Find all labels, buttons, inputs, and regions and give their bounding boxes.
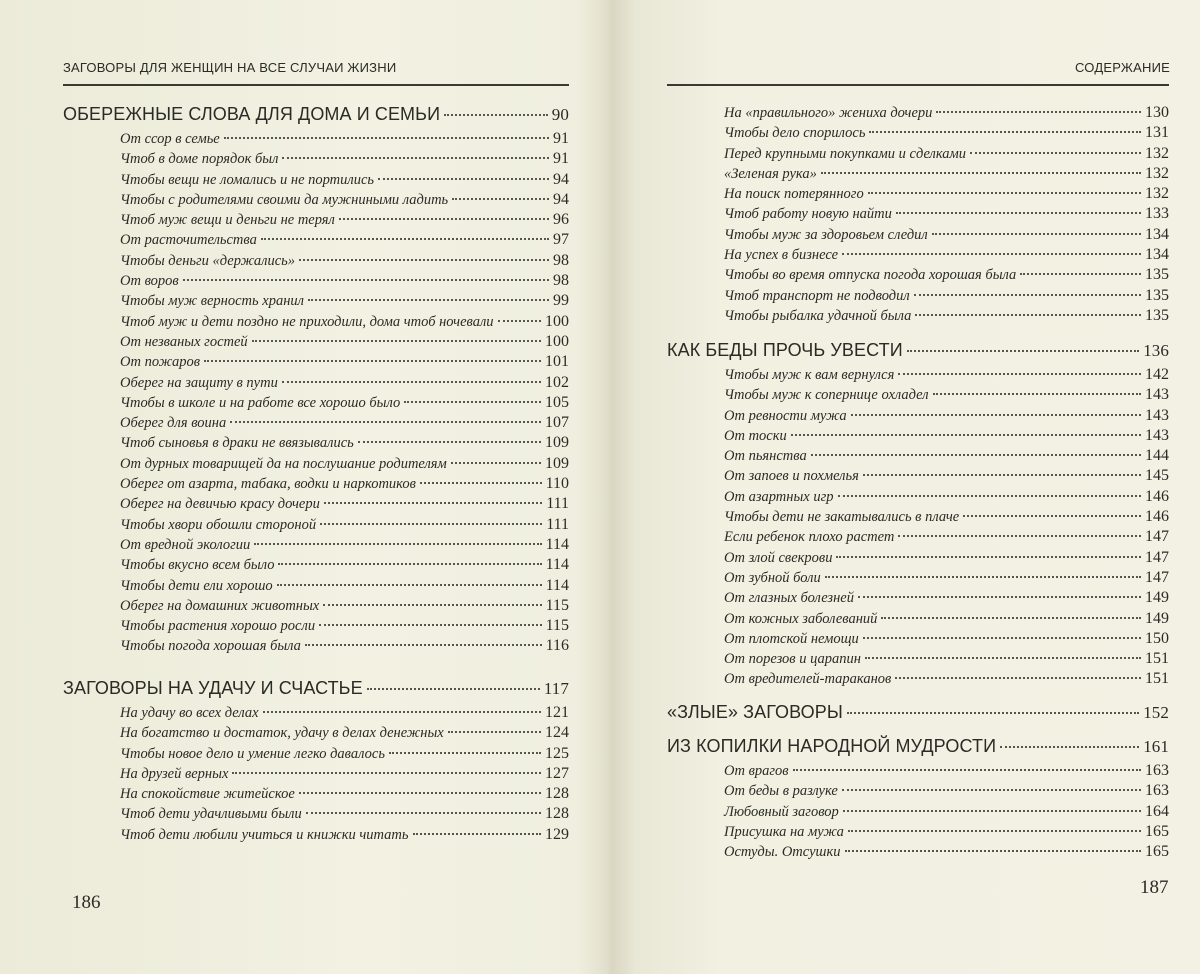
toc-entry-title: От зубной боли <box>724 569 821 586</box>
toc-entry-page: 146 <box>1145 508 1169 526</box>
dot-leader <box>933 393 1141 395</box>
toc-entry-page: 114 <box>545 576 569 594</box>
toc-entry[interactable] <box>63 577 569 597</box>
toc-entry-page: 149 <box>1145 589 1169 607</box>
dot-leader <box>367 688 540 690</box>
toc-entry[interactable] <box>667 366 1169 386</box>
section-heading-title: КАК БЕДЫ ПРОЧЬ УВЕСТИ <box>667 340 903 360</box>
toc-entry-page: 94 <box>553 190 569 208</box>
toc-entry-page: 94 <box>553 170 569 188</box>
toc-entry[interactable] <box>667 205 1169 225</box>
dot-leader <box>232 772 541 774</box>
toc-entry-page: 100 <box>545 312 569 330</box>
toc-entry-title: Чтобы вещи не ломались и не портились <box>120 171 375 188</box>
dot-leader <box>282 157 549 159</box>
toc-section <box>667 736 1169 863</box>
toc-entry-page: 107 <box>545 414 569 432</box>
toc-entry-title: От порезов и царапин <box>724 651 861 668</box>
dot-leader <box>339 218 549 220</box>
toc-entry[interactable] <box>667 165 1169 185</box>
toc-entry-title: На успех в бизнесе <box>724 247 839 264</box>
dot-leader <box>299 259 549 261</box>
toc-section <box>63 104 569 658</box>
toc-entry-title: Чтоб муж и дети поздно не приходили, дома чтоб ночевали <box>120 313 494 330</box>
section-heading-page: 90 <box>551 105 569 124</box>
dot-leader <box>868 192 1141 194</box>
dot-leader <box>896 212 1141 214</box>
toc-entry-page: 135 <box>1145 286 1169 304</box>
dot-leader <box>319 624 542 626</box>
section-heading-title: ЗАГОВОРЫ НА УДАЧУ И СЧАСТЬЕ <box>63 678 363 698</box>
section-heading[interactable] <box>667 702 1169 726</box>
toc-entry-page: 133 <box>1145 205 1169 223</box>
dot-leader <box>224 137 549 139</box>
toc-entry-title: «Зеленая рука» <box>724 165 817 182</box>
toc-entry-title: Чтоб муж вещи и деньги не терял <box>120 212 335 229</box>
dot-leader <box>838 495 1142 497</box>
toc-entry-title: Остуды. Отсушки <box>724 844 841 861</box>
toc-entry-title: От плотской немощи <box>724 630 859 647</box>
toc-entry[interactable] <box>63 130 569 150</box>
dot-leader <box>845 850 1141 852</box>
dot-leader <box>793 769 1141 771</box>
toc-entry[interactable] <box>63 597 569 617</box>
toc-entry[interactable] <box>667 610 1169 630</box>
toc-entry[interactable] <box>63 495 569 515</box>
toc-entry-page: 96 <box>553 211 569 229</box>
section-heading-title: ИЗ КОПИЛКИ НАРОДНОЙ МУДРОСТИ <box>667 736 997 756</box>
toc-entry-title: Чтобы во время отпуска погода хорошая была <box>724 267 1017 284</box>
toc-entry[interactable] <box>63 150 569 170</box>
toc-entry-page: 129 <box>545 825 569 843</box>
dot-leader <box>230 421 541 423</box>
toc-entry[interactable] <box>63 313 569 333</box>
toc-entry-page: 128 <box>545 805 569 823</box>
dot-leader <box>452 198 549 200</box>
dot-leader <box>881 617 1141 619</box>
toc-entry-page: 91 <box>553 150 569 168</box>
toc-entry-page: 143 <box>1145 406 1169 424</box>
dot-leader <box>378 178 549 180</box>
toc-entry[interactable] <box>667 427 1169 447</box>
dot-leader <box>299 792 541 794</box>
toc-entry-title: На спокойствие житейское <box>120 786 295 803</box>
toc-entry[interactable] <box>667 407 1169 427</box>
dot-leader <box>498 320 541 322</box>
dot-leader <box>451 462 541 464</box>
toc-entry[interactable] <box>63 724 569 744</box>
dot-leader <box>306 812 541 814</box>
dot-leader <box>848 830 1141 832</box>
toc-entry-title: Оберег для воина <box>120 415 227 432</box>
toc-entry[interactable] <box>63 556 569 576</box>
toc-entry-title: На друзей верных <box>120 765 229 782</box>
toc-entry-title: Чтобы дети ели хорошо <box>120 577 273 594</box>
toc-entry[interactable] <box>667 386 1169 406</box>
dot-leader <box>898 535 1141 537</box>
dot-leader <box>970 152 1141 154</box>
dot-leader <box>444 114 548 116</box>
toc-entry[interactable] <box>667 104 1169 124</box>
dot-leader <box>308 299 549 301</box>
toc-entry-page: 128 <box>545 785 569 803</box>
section-heading[interactable] <box>667 736 1169 760</box>
toc-entry[interactable] <box>667 467 1169 487</box>
header-rule <box>63 84 569 86</box>
toc-entry-title: От пожаров <box>120 354 201 371</box>
dot-leader <box>305 644 542 646</box>
toc-entry-page: 98 <box>553 251 569 269</box>
toc-entry[interactable] <box>667 246 1169 266</box>
toc-entry-title: От запоев и похмелья <box>724 468 859 485</box>
toc-entry[interactable] <box>667 488 1169 508</box>
toc-entry-page: 132 <box>1145 144 1169 162</box>
toc-entry[interactable] <box>63 252 569 272</box>
toc-entry-title: Чтоб дети удачливыми были <box>120 806 302 823</box>
toc-entry-page: 165 <box>1145 843 1169 861</box>
toc-entry[interactable] <box>63 475 569 495</box>
toc-entry-page: 147 <box>1145 568 1169 586</box>
page-number: 186 <box>72 892 101 913</box>
toc-entry-page: 109 <box>545 454 569 472</box>
toc-entry-page: 135 <box>1145 266 1169 284</box>
dot-leader <box>404 401 541 403</box>
running-head: СОДЕРЖАНИЕ <box>1074 60 1170 75</box>
toc-entry-page: 132 <box>1145 185 1169 203</box>
toc-entry-page: 143 <box>1145 426 1169 444</box>
dot-leader <box>358 441 541 443</box>
dot-leader <box>847 712 1139 714</box>
toc-entry[interactable] <box>63 292 569 312</box>
toc-entry-page: 115 <box>545 596 569 614</box>
toc-entry-page: 145 <box>1145 467 1169 485</box>
toc-entry-title: Оберег на девичью красу дочери <box>120 496 320 513</box>
dot-leader <box>1000 746 1139 748</box>
toc-entry-page: 147 <box>1145 528 1169 546</box>
dot-leader <box>413 833 542 835</box>
toc-section <box>667 702 1169 726</box>
toc-entry[interactable] <box>63 826 569 846</box>
dot-leader <box>836 556 1141 558</box>
toc-entry[interactable] <box>63 171 569 191</box>
toc-entry[interactable] <box>667 185 1169 205</box>
toc-entry-page: 109 <box>545 434 569 452</box>
toc-entry-page: 121 <box>545 704 569 721</box>
toc-entry-title: Чтобы растения хорошо росли <box>120 618 316 635</box>
toc-entry-title: От злой свекрови <box>724 549 833 566</box>
toc-entry-page: 163 <box>1145 782 1169 800</box>
toc-entry[interactable] <box>667 528 1169 548</box>
toc-entry-title: От воров <box>120 273 179 290</box>
toc-entry-title: Чтобы муж к вам вернулся <box>724 367 895 383</box>
dot-leader <box>907 350 1139 352</box>
toc-entry[interactable] <box>63 394 569 414</box>
dot-leader <box>448 731 541 733</box>
toc-entry-title: От глазных болезней <box>724 590 854 607</box>
dot-leader <box>863 637 1141 639</box>
toc-entry-title: Если ребенок плохо растет <box>724 529 895 546</box>
toc-entry-title: Чтобы в школе и на работе все хорошо было <box>120 394 401 411</box>
toc-entry-title: Чтоб транспорт не подводил <box>724 287 910 304</box>
toc-entry-title: На «правильного» жениха дочери <box>724 105 933 121</box>
toc-entry-title: От вредной экологии <box>120 536 251 553</box>
dot-leader <box>278 563 541 565</box>
toc-entry[interactable] <box>63 785 569 805</box>
toc-entry[interactable] <box>667 803 1169 823</box>
dot-leader <box>282 381 541 383</box>
toc-entry-title: От незваных гостей <box>120 333 248 350</box>
toc-entry-page: 102 <box>545 373 569 391</box>
toc-entry[interactable] <box>63 745 569 765</box>
dot-leader <box>204 360 541 362</box>
toc-entry-title: Чтобы новое дело и умение легко давалось <box>120 745 385 762</box>
toc-entry-title: Чтобы муж к сопернице охладел <box>724 387 929 404</box>
toc-entry[interactable] <box>667 124 1169 144</box>
toc-entry-title: Чтобы деньги «держались» <box>120 252 296 269</box>
toc-entry-title: От расточительства <box>120 232 257 249</box>
toc-entry[interactable] <box>667 287 1169 307</box>
dot-leader <box>895 677 1141 679</box>
toc-entry[interactable] <box>63 414 569 434</box>
dot-leader <box>261 238 549 240</box>
toc-entry-title: Оберег от азарта, табака, водки и наркотиков <box>120 476 416 493</box>
toc-entry[interactable] <box>63 231 569 251</box>
toc-entry-title: Перед крупными покупками и сделками <box>724 145 967 162</box>
toc-entry-title: От тоски <box>724 427 787 444</box>
dot-leader <box>825 576 1141 578</box>
toc-entry[interactable] <box>667 569 1169 589</box>
toc-entry-title: Чтобы муж верность хранил <box>120 293 304 310</box>
dot-leader <box>936 111 1141 113</box>
dot-leader <box>183 279 549 281</box>
toc-entry-page: 150 <box>1145 629 1169 647</box>
toc-entry[interactable] <box>63 353 569 373</box>
toc-entry-title: От врагов <box>724 763 789 779</box>
section-heading-page: 117 <box>543 679 569 698</box>
toc-entry-page: 111 <box>546 495 569 513</box>
toc-entry[interactable] <box>667 589 1169 609</box>
toc-entry[interactable] <box>63 637 569 657</box>
toc-entry[interactable] <box>63 516 569 536</box>
dot-leader <box>420 482 542 484</box>
toc-entry[interactable] <box>667 307 1169 327</box>
dot-leader <box>863 474 1141 476</box>
dot-leader <box>842 253 1141 255</box>
toc-entry-title: От беды в разлуке <box>724 783 838 800</box>
dot-leader <box>865 657 1141 659</box>
toc-entry-title: Чтобы с родителями своими да мужниными ладить <box>120 191 449 208</box>
toc-entry-page: 114 <box>545 556 569 574</box>
toc-entry-page: 98 <box>553 272 569 290</box>
toc-entry[interactable] <box>63 374 569 394</box>
toc-entry-title: Любовный заговор <box>724 803 839 820</box>
toc-entry-title: Чтоб дети любили учиться и книжки читать <box>120 826 409 843</box>
dot-leader <box>791 434 1141 436</box>
toc-entry-title: От ссор в семье <box>120 131 220 147</box>
toc-entry-title: Оберег на домашних животных <box>120 597 320 614</box>
toc-entry-title: Чтоб в доме порядок был <box>120 151 279 168</box>
toc-section <box>667 340 1169 691</box>
toc-entry-title: От кожных заболеваний <box>724 610 878 627</box>
dot-leader <box>963 515 1141 517</box>
toc-entry[interactable] <box>667 226 1169 246</box>
toc-entry-page: 114 <box>545 535 569 553</box>
toc-entry-title: На поиск потерянного <box>724 186 864 203</box>
toc-entry-title: Чтобы вкусно всем было <box>120 557 275 574</box>
toc-entry-title: Чтоб сыновья в драки не ввязывались <box>120 435 354 452</box>
toc-entry-page: 142 <box>1145 366 1169 383</box>
dot-leader <box>843 810 1141 812</box>
toc-entry[interactable] <box>667 843 1169 863</box>
right-page <box>600 0 1200 974</box>
toc-entry-title: Присушка на мужа <box>724 823 844 840</box>
dot-leader <box>1020 273 1141 275</box>
dot-leader <box>811 454 1141 456</box>
toc-entry[interactable] <box>667 670 1169 690</box>
toc-entry-page: 116 <box>545 637 569 655</box>
toc-entry-page: 164 <box>1145 802 1169 820</box>
toc-entry-page: 163 <box>1145 762 1169 779</box>
toc-entry-title: Оберег на защиту в пути <box>120 374 278 391</box>
toc-entry-page: 151 <box>1145 650 1169 668</box>
toc-entry[interactable] <box>63 455 569 475</box>
toc-entry-title: От вредителей-тараканов <box>724 671 892 688</box>
toc-entry-title: Чтобы хвори обошли стороной <box>120 516 317 533</box>
section-heading-page: 136 <box>1143 341 1169 360</box>
toc-entry-page: 125 <box>545 744 569 762</box>
toc-entry[interactable] <box>667 782 1169 802</box>
toc-entry[interactable] <box>667 762 1169 782</box>
dot-leader <box>263 711 541 713</box>
toc-entry-title: От дурных товарищей да на послушание родителям <box>120 455 447 472</box>
toc-entry[interactable] <box>667 650 1169 670</box>
toc-entry-page: 115 <box>545 617 569 635</box>
section-heading[interactable] <box>63 104 569 128</box>
dot-leader <box>821 172 1141 174</box>
dot-leader <box>320 523 542 525</box>
toc-entry-page: 165 <box>1145 822 1169 840</box>
toc-entry-page: 144 <box>1145 447 1169 465</box>
toc-entry[interactable] <box>63 765 569 785</box>
section-heading-page: 152 <box>1143 703 1169 722</box>
toc-entry-page: 101 <box>545 353 569 371</box>
toc-entry[interactable] <box>63 805 569 825</box>
dot-leader <box>851 414 1141 416</box>
toc-entry-page: 134 <box>1145 246 1169 264</box>
toc-entry-page: 91 <box>553 130 569 147</box>
toc-entry[interactable] <box>667 823 1169 843</box>
dot-leader <box>842 789 1141 791</box>
toc-entry-page: 105 <box>545 393 569 411</box>
toc-entry-title: От азартных игр <box>724 488 834 505</box>
section-heading-page: 161 <box>1143 737 1169 756</box>
toc-entry-page: 100 <box>545 332 569 350</box>
dot-leader <box>389 752 541 754</box>
toc-entry-page: 97 <box>553 231 569 249</box>
toc-entry-title: От ревности мужа <box>724 407 847 424</box>
toc-entry[interactable] <box>63 333 569 353</box>
toc-entry-page: 135 <box>1145 306 1169 324</box>
toc-entry-page: 151 <box>1145 670 1169 688</box>
toc-entry-page: 130 <box>1145 104 1169 121</box>
toc-entry-page: 124 <box>545 724 569 742</box>
toc-entry-page: 111 <box>546 515 569 533</box>
toc-entry[interactable] <box>63 272 569 292</box>
toc-entry-title: На богатство и достаток, удачу в делах денежных <box>120 725 444 742</box>
header-rule <box>667 84 1169 86</box>
toc-entry[interactable] <box>667 266 1169 286</box>
page-number: 187 <box>1140 877 1169 898</box>
toc-entry-page: 132 <box>1145 164 1169 182</box>
toc-entry[interactable] <box>667 549 1169 569</box>
toc-entry-title: Чтоб работу новую найти <box>724 206 892 223</box>
dot-leader <box>914 294 1141 296</box>
dot-leader <box>323 604 541 606</box>
toc-entry-page: 149 <box>1145 609 1169 627</box>
toc-entry-title: Чтобы муж за здоровьем следил <box>724 226 928 243</box>
toc-entry[interactable] <box>63 191 569 211</box>
toc-entry-title: Чтобы дело спорилось <box>724 125 866 142</box>
toc-entry[interactable] <box>667 508 1169 528</box>
dot-leader <box>898 373 1141 375</box>
toc-entry[interactable] <box>667 145 1169 165</box>
dot-leader <box>277 584 542 586</box>
section-heading[interactable] <box>667 340 1169 364</box>
toc-entry-page: 99 <box>553 292 569 310</box>
toc-entry[interactable] <box>63 536 569 556</box>
toc-entry-page: 134 <box>1145 225 1169 243</box>
toc-entry[interactable] <box>63 617 569 637</box>
dot-leader <box>324 502 542 504</box>
toc-entry[interactable] <box>63 704 569 724</box>
dot-leader <box>915 314 1141 316</box>
toc-entry[interactable] <box>667 630 1169 650</box>
toc-entry-title: Чтобы погода хорошая была <box>120 638 301 655</box>
dot-leader <box>869 131 1141 133</box>
toc-entry[interactable] <box>63 434 569 454</box>
dot-leader <box>932 233 1141 235</box>
dot-leader <box>858 596 1141 598</box>
toc-entry-title: На удачу во всех делах <box>120 705 259 721</box>
toc-section <box>667 104 1169 327</box>
toc-entry[interactable] <box>63 211 569 231</box>
toc-section <box>63 678 569 846</box>
dot-leader <box>254 543 541 545</box>
toc-entry-page: 146 <box>1145 487 1169 505</box>
toc-entry-page: 147 <box>1145 548 1169 566</box>
toc-entry-title: Чтобы рыбалка удачной была <box>724 307 912 324</box>
toc-entry-title: От пьянства <box>724 448 807 465</box>
dot-leader <box>252 340 541 342</box>
toc-entry-title: Чтобы дети не закатывались в плаче <box>724 509 960 526</box>
toc-entry[interactable] <box>667 447 1169 467</box>
section-heading-title: ОБЕРЕЖНЫЕ СЛОВА ДЛЯ ДОМА И СЕМЬИ <box>63 104 441 124</box>
section-heading-title: «ЗЛЫЕ» ЗАГОВОРЫ <box>667 702 843 722</box>
toc-entry-page: 131 <box>1145 124 1169 142</box>
section-heading[interactable] <box>63 678 569 702</box>
toc-entry-page: 110 <box>545 475 569 493</box>
toc-entry-page: 143 <box>1145 386 1169 404</box>
running-head: ЗАГОВОРЫ ДЛЯ ЖЕНЩИН НА ВСЕ СЛУЧАИ ЖИЗНИ <box>63 60 397 75</box>
toc-entry-page: 127 <box>545 764 569 782</box>
